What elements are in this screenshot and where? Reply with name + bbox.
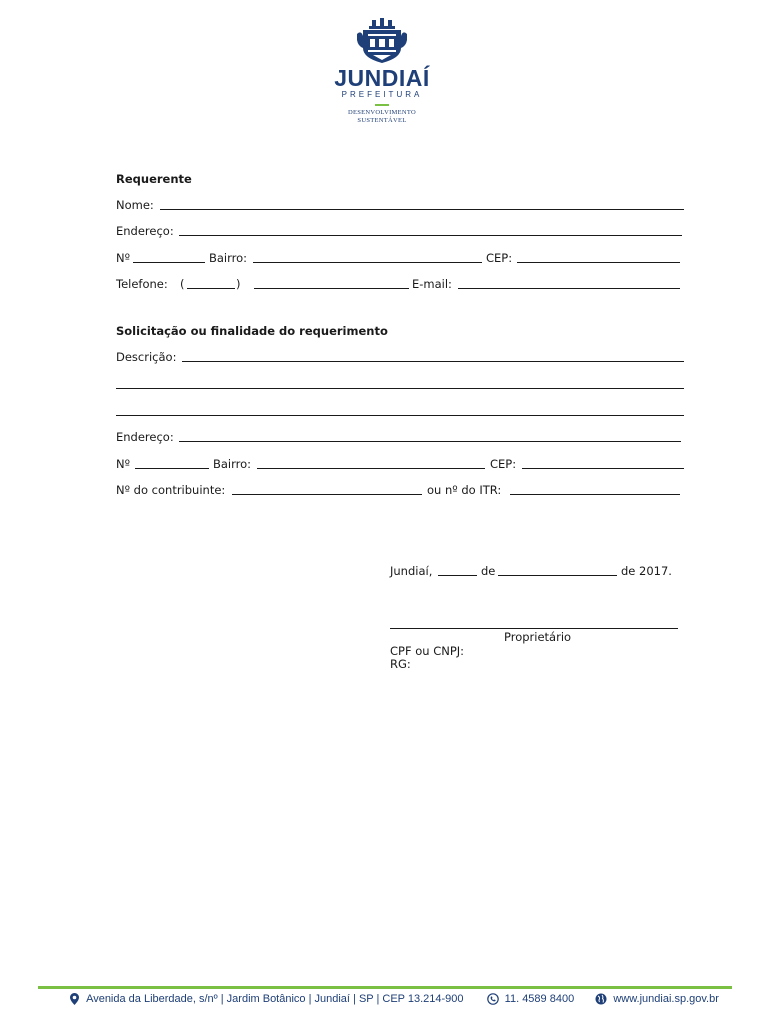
department-line-2: SUSTENTÁVEL	[357, 117, 407, 124]
bairro-label: Bairro:	[209, 251, 248, 265]
telefone-ddd-open: (	[180, 277, 185, 291]
month-field[interactable]	[498, 575, 617, 576]
requerente-heading: Requerente	[116, 172, 192, 186]
brand-name: JUNDIAÍ	[334, 65, 430, 91]
solicitacao-bairro-label: Bairro:	[213, 457, 252, 471]
prefeitura-logo	[322, 18, 442, 125]
solicitacao-cep-field[interactable]	[522, 468, 684, 469]
descricao-field-line-3[interactable]	[116, 415, 684, 416]
endereco-field[interactable]	[179, 235, 682, 236]
footer	[70, 993, 719, 1009]
footer-address: Avenida da Liberdade, s/nº | Jardim Botânico | Jundiaí | SP | CEP 13.214-900	[86, 993, 464, 1006]
telefone-field[interactable]	[254, 288, 409, 289]
year-label: de 2017.	[621, 564, 672, 578]
email-field[interactable]	[458, 288, 680, 289]
date-de-label: de	[481, 564, 496, 578]
signature-line[interactable]	[390, 628, 678, 629]
telefone-ddd-field[interactable]	[187, 288, 235, 289]
solicitacao-cep-label: CEP:	[490, 457, 517, 471]
rg-label: RG:	[390, 657, 411, 671]
brand-subtitle: PREFEITURA	[341, 90, 423, 99]
cep-field[interactable]	[517, 262, 680, 263]
footer-divider	[38, 986, 732, 989]
day-field[interactable]	[438, 575, 477, 576]
footer-website[interactable]: www.jundiai.sp.gov.br	[613, 993, 719, 1006]
footer-phone: 11. 4589 8400	[504, 993, 575, 1006]
email-label: E-mail:	[412, 277, 452, 291]
cpf-cnpj-label: CPF ou CNPJ:	[390, 644, 465, 658]
city-label: Jundiaí,	[390, 564, 433, 578]
telefone-label: Telefone:	[116, 277, 168, 291]
numero-label: Nº	[116, 251, 131, 265]
contribuinte-label: Nº do contribuinte:	[116, 483, 226, 497]
owner-label: Proprietário	[504, 630, 572, 644]
nome-field[interactable]	[160, 209, 684, 210]
city-crest-icon	[355, 18, 409, 64]
solicitacao-bairro-field[interactable]	[257, 468, 485, 469]
nome-label: Nome:	[116, 198, 154, 212]
descricao-label: Descrição:	[116, 350, 177, 364]
phone-icon	[487, 993, 499, 1005]
solicitacao-endereco-label: Endereço:	[116, 430, 174, 444]
solicitacao-endereco-field[interactable]	[179, 441, 681, 442]
solicitacao-heading: Solicitação ou finalidade do requerimento	[116, 324, 388, 338]
solicitacao-numero-field[interactable]	[135, 468, 209, 469]
globe-icon	[595, 993, 607, 1005]
telefone-ddd-close: )	[236, 277, 241, 291]
location-pin-icon	[70, 993, 79, 1005]
brand-accent-bar	[375, 104, 389, 106]
descricao-field-line-1[interactable]	[182, 361, 684, 362]
descricao-field-line-2[interactable]	[116, 388, 684, 389]
itr-field[interactable]	[510, 494, 680, 495]
bairro-field[interactable]	[253, 262, 482, 263]
department-line-1: DESENVOLVIMENTO	[347, 109, 417, 116]
solicitacao-numero-label: Nº	[116, 457, 131, 471]
contribuinte-field[interactable]	[232, 494, 422, 495]
numero-field[interactable]	[133, 262, 205, 263]
endereco-label: Endereço:	[116, 224, 174, 238]
cep-label: CEP:	[486, 251, 513, 265]
itr-label: ou nº do ITR:	[427, 483, 502, 497]
